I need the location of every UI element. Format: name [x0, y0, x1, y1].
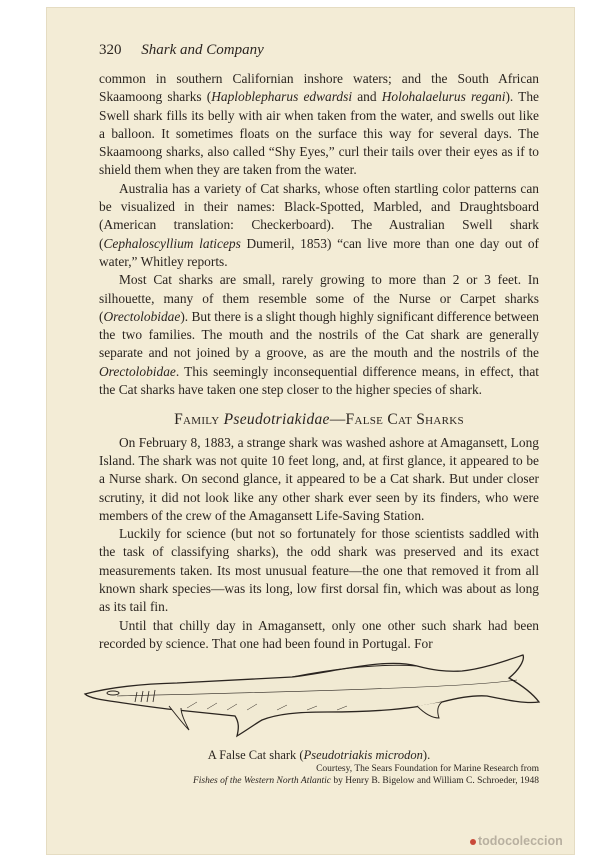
caption-prefix: A False Cat shark ( — [207, 748, 304, 762]
figure-credit-line-2 — [99, 776, 539, 786]
page-number: 320 — [99, 42, 122, 58]
italic-term: Cephaloscyllium laticeps — [103, 235, 241, 251]
italic-term: Haploblepharus edwardsi — [211, 89, 353, 105]
italic-term: Holohalaelurus regani — [381, 89, 506, 105]
caption-species: Pseudotriakis microdon — [303, 748, 423, 762]
section-subtitle: False Cat Sharks — [345, 411, 464, 429]
text-run: common in southern Californian inshore waters; and the South African Skaamoong sharks ( — [99, 71, 539, 105]
paragraph-group-2 — [99, 434, 539, 654]
text-run: ). But there is a slight though highly significant difference between the two families. The mouth and the nostrils of the Cat shark are generally separate and not joined by a groove, as are the mouth and the nostrils of the — [99, 308, 539, 361]
italic-term: Orectolobidae — [103, 308, 181, 324]
section-heading — [99, 411, 539, 429]
section-dash: — — [329, 411, 346, 429]
section-family-label: Family — [174, 411, 220, 429]
credit-authors: by Henry B. Bigelow and William C. Schroeder, 1948 — [330, 776, 539, 786]
watermark-dot-icon — [470, 839, 476, 845]
paragraph — [99, 70, 539, 180]
paragraph — [99, 271, 539, 399]
false-cat-shark-illustration — [77, 650, 547, 750]
paragraph-group-1 — [99, 70, 539, 399]
caption-suffix: ). — [422, 748, 431, 762]
text-run: Until that chilly day in Amagansett, only one other such shark had been recorded by science. That one had been found in Portugal. For — [99, 617, 539, 651]
paragraph — [99, 525, 539, 616]
shark-body — [85, 655, 539, 736]
paragraph — [99, 617, 539, 654]
credit-book-title: Fishes of the Western North Atlantic — [192, 776, 331, 786]
body-text — [99, 70, 539, 653]
figure-credit-line-1: Courtesy, The Sears Foundation for Marine Research from — [316, 764, 539, 774]
text-run: Most Cat sharks are small, rarely growing to more than 2 or 3 feet. In silhouette, many of them resemble some of the Nurse or Carpet sharks ( — [99, 272, 539, 324]
text-run: Dumeril, 1853) “can live more than one day out of water,” Whitley reports. — [99, 235, 540, 269]
book-page — [47, 8, 574, 854]
text-run: Australia has a variety of Cat sharks, whose often startling color patterns can be visualized in their names: Black-Spotted, Marbled, and Draughtsboard (American translation: Checkerboard). The Australian Swell shark ( — [99, 180, 539, 251]
watermark-text: todocoleccion — [478, 834, 563, 848]
figure-caption — [99, 748, 539, 763]
section-family-name: Pseudotriakidae — [223, 411, 330, 429]
text-run: On February 8, 1883, a strange shark was washed ashore at Amagansett, Long Island. The shark was not quite 10 feet long, and, at first glance, it appeared to be a Nurse shark. On second glance, it appeared to be a Cat shark. But under closer scrutiny, it did not look like any other shark ever seen by its finders, who were members of the crew of the Amagansett Life-Saving Station. — [99, 434, 539, 523]
running-title: Shark and Company — [141, 42, 264, 58]
text-run: Luckily for science (but not so fortunately for those scientists saddled with the task of classifying sharks), the odd shark was preserved and its exact measurements taken. Its most unusual feature—the one that removed it from all known shark species—was its long, low first dorsal fin, which was about as long as its tail fin. — [99, 526, 539, 615]
paragraph — [99, 180, 539, 271]
italic-term: Orectolobidae — [99, 363, 176, 379]
watermark — [470, 834, 563, 848]
running-header — [99, 42, 539, 59]
paragraph — [99, 434, 539, 525]
text-run: and — [352, 89, 382, 105]
text-run: ). The Swell shark fills its belly with air when taken from the water, and swells out like a balloon. It sometimes floats on the surface this way for several days. The Skaamoong sharks, also called “Shy Eyes,” curl their tails over their eyes as if to shield them when they are taken from the water. — [99, 89, 539, 178]
text-run: . This seemingly inconsequential difference means, in effect, that the Cat sharks have taken one step closer to the higher species of shark. — [99, 363, 539, 398]
